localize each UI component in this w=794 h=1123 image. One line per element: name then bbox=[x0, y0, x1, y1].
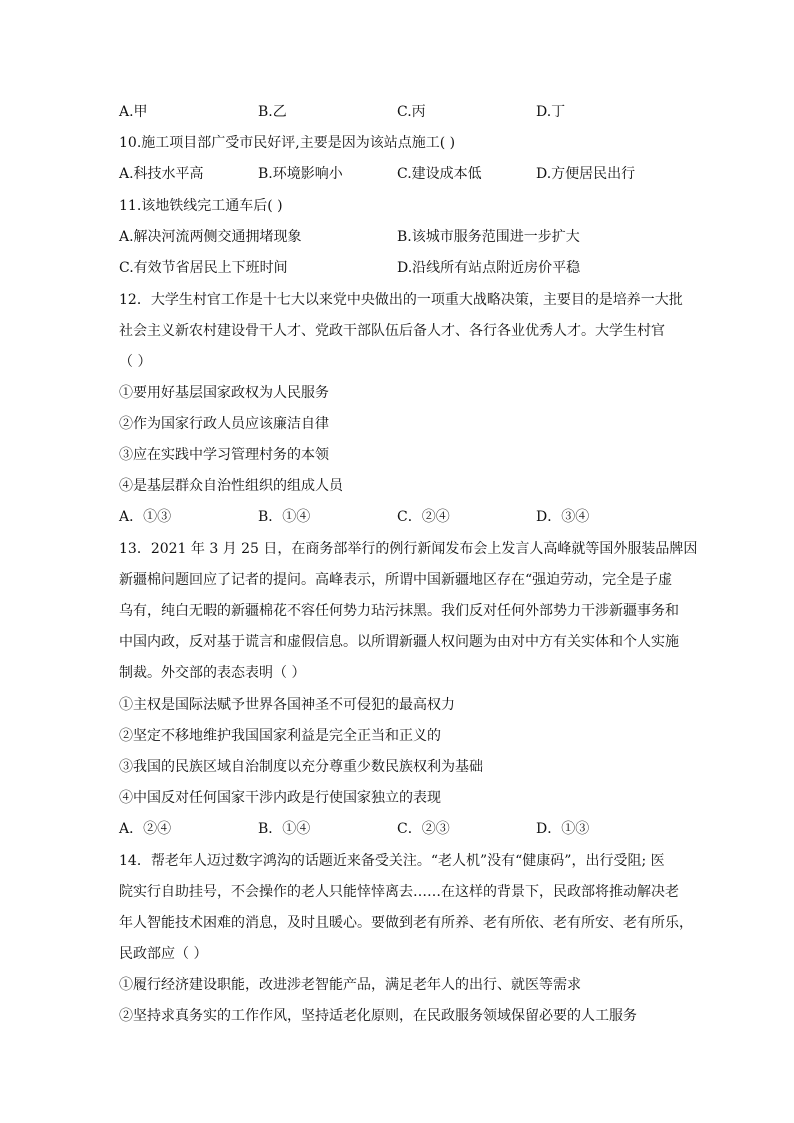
q10-option-d[interactable]: D.方便居民出行 bbox=[536, 166, 636, 182]
q13-option-d[interactable]: D．①③ bbox=[536, 821, 590, 837]
q12-option-a[interactable]: A．①③ bbox=[119, 509, 172, 525]
q10-option-a[interactable]: A.科技水平高 bbox=[119, 166, 204, 182]
q9-option-b[interactable]: B.乙 bbox=[258, 104, 287, 120]
q14-stem-line-1: 14．帮老年人迈过数字鸿沟的话题近来备受关注。“老人机”没有“健康码”，出行受阻; 医 bbox=[119, 853, 665, 869]
q12-option-d[interactable]: D．③④ bbox=[536, 509, 590, 525]
q10-option-c[interactable]: C.建设成本低 bbox=[397, 166, 482, 182]
q13-option-c[interactable]: C．②③ bbox=[397, 821, 450, 837]
q14-stem-line-3: 年人智能技术困难的消息，及时且暖心。要做到老有所养、老有所依、老有所安、老有所乐， bbox=[119, 915, 693, 931]
q14-statement-2: ②坚持求真务实的工作作风，坚持适老化原则，在民政服务领域保留必要的人工服务 bbox=[119, 1008, 637, 1024]
q13-stem-line-1: 13．2021 年 3 月 25 日，在商务部举行的例行新闻发布会上发言人高峰就等国外服装品牌因 bbox=[119, 541, 698, 557]
q11-option-a[interactable]: A.解决河流两侧交通拥堵现象 bbox=[119, 229, 302, 245]
q14-stem-line-4: 民政部应（ ） bbox=[119, 946, 208, 962]
q13-option-a[interactable]: A．②④ bbox=[119, 821, 172, 837]
q11-option-d[interactable]: D.沿线所有站点附近房价平稳 bbox=[397, 260, 581, 276]
q10-option-b[interactable]: B.环境影响小 bbox=[258, 166, 343, 182]
q12-statement-2: ②作为国家行政人员应该廉洁自律 bbox=[119, 416, 329, 432]
q12-option-c[interactable]: C．②④ bbox=[397, 509, 450, 525]
q10-stem: 10.施工项目部广受市民好评,主要是因为该站点施工( ) bbox=[119, 135, 456, 151]
q12-stem-line-2: 社会主义新农村建设骨干人才、党政干部队伍后备人才、各行各业优秀人才。大学生村官 bbox=[119, 323, 665, 339]
q11-option-c[interactable]: C.有效节省居民上下班时间 bbox=[119, 260, 288, 276]
q13-statement-2: ②坚定不移地维护我国国家利益是完全正当和正义的 bbox=[119, 728, 441, 744]
q9-option-d[interactable]: D.丁 bbox=[536, 104, 566, 120]
q12-option-b[interactable]: B．①④ bbox=[258, 509, 311, 525]
q11-option-b[interactable]: B.该城市服务范围进一步扩大 bbox=[397, 229, 580, 245]
q12-statement-1: ①要用好基层国家政权为人民服务 bbox=[119, 385, 329, 401]
q9-option-c[interactable]: C.丙 bbox=[397, 104, 426, 120]
q14-stem-line-2: 院实行自助挂号，不会操作的老人只能悻悻离去……在这样的背景下，民政部将推动解决老 bbox=[119, 884, 679, 900]
q13-stem-line-3: 乌有，纯白无暇的新疆棉花不容任何势力玷污抹黑。我们反对任何外部势力干涉新疆事务和 bbox=[119, 603, 679, 619]
q12-statement-3: ③应在实践中学习管理村务的本领 bbox=[119, 447, 329, 463]
q13-statement-3: ③我国的民族区域自治制度以充分尊重少数民族权利为基础 bbox=[119, 759, 483, 775]
q13-option-b[interactable]: B．①④ bbox=[258, 821, 311, 837]
q13-statement-4: ④中国反对任何国家干涉内政是行使国家独立的表现 bbox=[119, 790, 441, 806]
q9-option-a[interactable]: A.甲 bbox=[119, 104, 148, 120]
q12-stem-line-3: （ ） bbox=[119, 354, 152, 370]
q13-stem-line-4: 中国内政，反对基于谎言和虚假信息。以所谓新疆人权问题为由对中方有关实体和个人实施 bbox=[119, 634, 679, 650]
q13-stem-line-5: 制裁。外交部的表态表明（ ） bbox=[119, 665, 306, 681]
q12-statement-4: ④是基层群众自治性组织的组成人员 bbox=[119, 478, 343, 494]
q14-statement-1: ①履行经济建设职能，改进涉老智能产品，满足老年人的出行、就医等需求 bbox=[119, 977, 581, 993]
q12-stem-line-1: 12．大学生村官工作是十七大以来党中央做出的一项重大战略决策，主要目的是培养一大批 bbox=[119, 292, 683, 308]
q11-stem: 11.该地铁线完工通车后( ) bbox=[119, 198, 283, 214]
q13-stem-line-2: 新疆棉问题回应了记者的提问。高峰表示，所谓中国新疆地区存在“强迫劳动，完全是子虚 bbox=[119, 572, 673, 588]
q13-statement-1: ①主权是国际法赋予世界各国神圣不可侵犯的最高权力 bbox=[119, 697, 455, 713]
